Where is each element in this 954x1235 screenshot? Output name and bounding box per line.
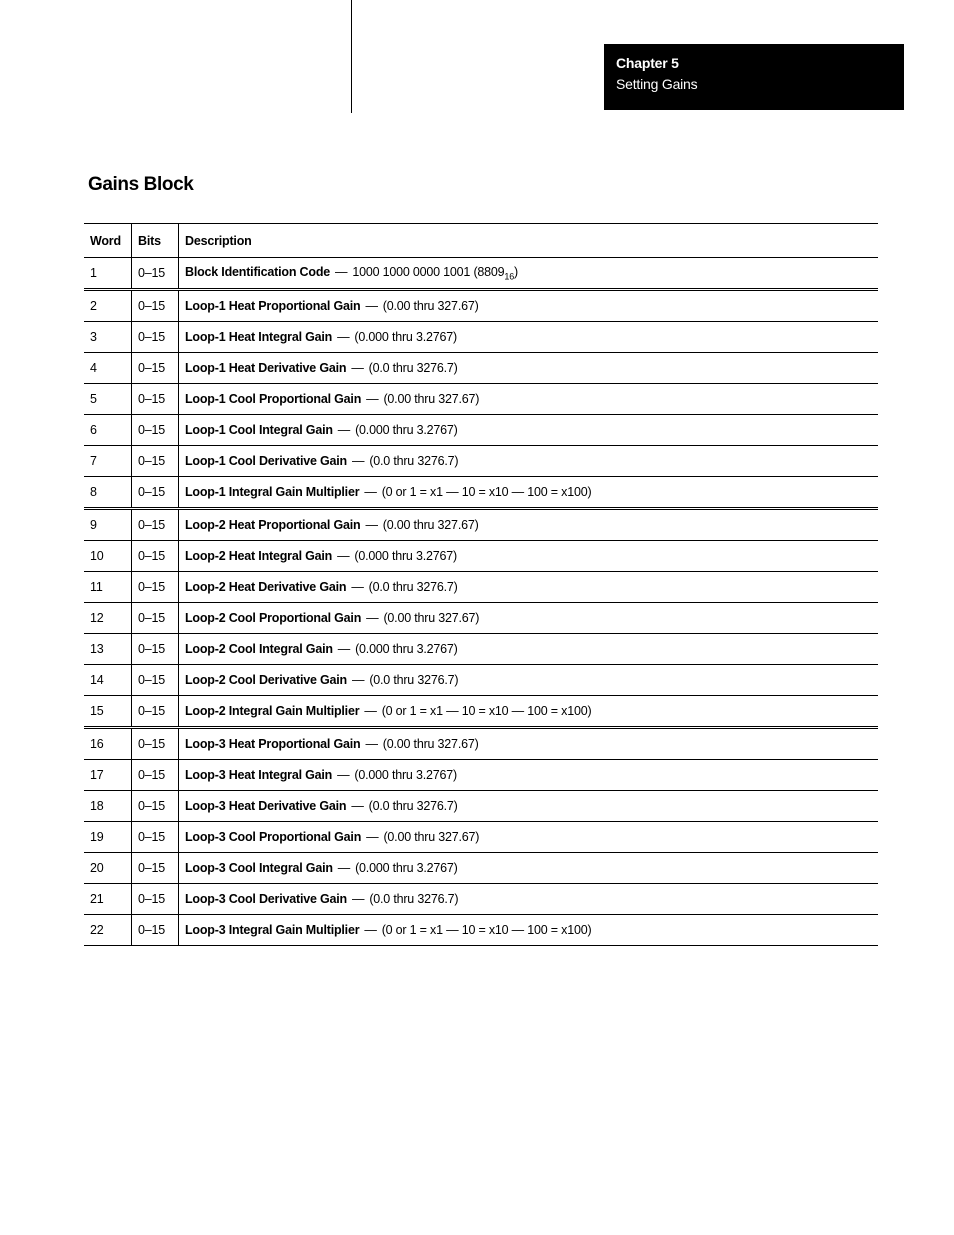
description-cell: [179, 477, 879, 509]
chapter-title: Setting Gains: [616, 76, 698, 92]
word-cell: 22: [84, 915, 132, 946]
bits-cell: 0–15: [132, 665, 179, 696]
separator-dash: —: [352, 454, 365, 468]
description-cell: [179, 446, 879, 477]
column-header-description: Description: [179, 224, 879, 258]
word-cell: 20: [84, 853, 132, 884]
gains-block-table: [84, 223, 878, 946]
field-range: (0.00 thru 327.67): [383, 611, 480, 625]
separator-dash: —: [365, 518, 378, 532]
description-cell: [179, 384, 879, 415]
description-cell: [179, 258, 879, 290]
word-cell: 4: [84, 353, 132, 384]
table-body: [84, 258, 878, 946]
field-range: (0.0 thru 3276.7): [368, 580, 458, 594]
field-range: (0.000 thru 3.2767): [355, 861, 458, 875]
word-cell: 16: [84, 728, 132, 760]
word-cell: 13: [84, 634, 132, 665]
bits-cell: 0–15: [132, 353, 179, 384]
column-header-bits: Bits: [132, 224, 179, 258]
bits-cell: 0–15: [132, 884, 179, 915]
field-name: Loop-2 Heat Integral Gain: [185, 549, 333, 563]
field-range: (0.000 thru 3.2767): [354, 768, 457, 782]
description-cell: [179, 541, 879, 572]
word-cell: 18: [84, 791, 132, 822]
table-header-row: [84, 224, 878, 258]
table-row: [84, 696, 878, 728]
field-name: Loop-2 Integral Gain Multiplier: [185, 704, 360, 718]
description-cell: [179, 915, 879, 946]
table-row: [84, 884, 878, 915]
field-name: Loop-1 Heat Derivative Gain: [185, 361, 347, 375]
separator-dash: —: [366, 830, 379, 844]
description-cell: [179, 322, 879, 353]
separator-dash: —: [337, 861, 351, 875]
bits-cell: 0–15: [132, 509, 179, 541]
table-row: [84, 915, 878, 946]
field-range: (0.000 thru 3.2767): [354, 549, 457, 563]
field-name: Loop-1 Heat Proportional Gain: [185, 299, 361, 313]
bits-cell: 0–15: [132, 603, 179, 634]
word-cell: 8: [84, 477, 132, 509]
separator-dash: —: [351, 580, 364, 594]
field-name: Loop-3 Cool Proportional Gain: [185, 830, 362, 844]
bits-cell: 0–15: [132, 446, 179, 477]
field-range: (0.00 thru 327.67): [383, 830, 480, 844]
word-cell: 10: [84, 541, 132, 572]
field-name: Loop-2 Heat Derivative Gain: [185, 580, 347, 594]
description-cell: [179, 822, 879, 853]
description-cell: [179, 728, 879, 760]
hex-subscript: 16: [504, 271, 515, 282]
word-cell: 7: [84, 446, 132, 477]
field-range: (0.0 thru 3276.7): [369, 892, 459, 906]
word-cell: 19: [84, 822, 132, 853]
field-range: (0 or 1 = x1 — 10 = x10 — 100 = x100): [381, 923, 592, 937]
table-row: [84, 728, 878, 760]
description-cell: [179, 696, 879, 728]
field-name: Loop-3 Heat Proportional Gain: [185, 737, 361, 751]
bits-cell: 0–15: [132, 541, 179, 572]
table-row: [84, 665, 878, 696]
word-cell: 9: [84, 509, 132, 541]
field-range: (0.00 thru 327.67): [383, 392, 480, 406]
description-cell: [179, 791, 879, 822]
word-cell: 15: [84, 696, 132, 728]
field-name: Loop-3 Cool Derivative Gain: [185, 892, 347, 906]
table-row: [84, 572, 878, 603]
separator-dash: —: [366, 392, 379, 406]
separator-dash: —: [337, 423, 351, 437]
description-cell: [179, 353, 879, 384]
field-range: (0.00 thru 327.67): [382, 737, 479, 751]
description-cell: [179, 853, 879, 884]
description-cell: [179, 572, 879, 603]
table-row: [84, 477, 878, 509]
separator-dash: —: [366, 611, 379, 625]
field-name: Loop-1 Cool Integral Gain: [185, 423, 333, 437]
field-range: (0.0 thru 3276.7): [368, 799, 458, 813]
bits-cell: 0–15: [132, 384, 179, 415]
field-name: Loop-2 Cool Integral Gain: [185, 642, 333, 656]
field-name: Loop-3 Heat Derivative Gain: [185, 799, 347, 813]
bits-cell: 0–15: [132, 696, 179, 728]
section-title: Gains Block: [88, 174, 194, 195]
field-name: Loop-3 Cool Integral Gain: [185, 861, 333, 875]
chapter-header: [604, 44, 904, 110]
separator-dash: —: [337, 330, 350, 344]
separator-dash: —: [335, 264, 348, 279]
bits-cell: 0–15: [132, 853, 179, 884]
bits-cell: 0–15: [132, 822, 179, 853]
field-range: (0 or 1 = x1 — 10 = x10 — 100 = x100): [381, 485, 592, 499]
field-name: Loop-2 Cool Derivative Gain: [185, 673, 347, 687]
word-cell: 11: [84, 572, 132, 603]
field-range: (0 or 1 = x1 — 10 = x10 — 100 = x100): [381, 704, 592, 718]
table-row: [84, 258, 878, 290]
field-name: Loop-2 Cool Proportional Gain: [185, 611, 362, 625]
table-row: [84, 541, 878, 572]
field-name: Loop-1 Integral Gain Multiplier: [185, 485, 360, 499]
field-range: (0.000 thru 3.2767): [354, 330, 457, 344]
field-name: Block Identification Code: [185, 264, 331, 279]
separator-dash: —: [364, 923, 377, 937]
field-name: Loop-3 Integral Gain Multiplier: [185, 923, 360, 937]
bits-cell: 0–15: [132, 728, 179, 760]
chapter-number: Chapter 5: [616, 55, 679, 71]
word-cell: 21: [84, 884, 132, 915]
separator-dash: —: [337, 642, 351, 656]
bits-cell: 0–15: [132, 915, 179, 946]
word-cell: 1: [84, 258, 132, 290]
separator-dash: —: [351, 361, 364, 375]
field-name: Loop-1 Heat Integral Gain: [185, 330, 333, 344]
table-row: [84, 634, 878, 665]
description-cell: [179, 665, 879, 696]
separator-dash: —: [364, 704, 377, 718]
field-name: Loop-3 Heat Integral Gain: [185, 768, 333, 782]
word-cell: 14: [84, 665, 132, 696]
separator-dash: —: [352, 892, 365, 906]
table-row: [84, 822, 878, 853]
range-closing: ): [514, 264, 519, 279]
separator-dash: —: [337, 768, 350, 782]
field-range: (0.000 thru 3.2767): [355, 423, 458, 437]
field-range: (0.0 thru 3276.7): [369, 454, 459, 468]
table-row: [84, 446, 878, 477]
field-name: Loop-2 Heat Proportional Gain: [185, 518, 361, 532]
table-row: [84, 603, 878, 634]
description-cell: [179, 509, 879, 541]
separator-dash: —: [352, 673, 365, 687]
field-range: (0.00 thru 327.67): [382, 299, 479, 313]
table-row: [84, 384, 878, 415]
description-cell: [179, 884, 879, 915]
separator-dash: —: [351, 799, 364, 813]
field-range: (0.00 thru 327.67): [382, 518, 479, 532]
bits-cell: 0–15: [132, 760, 179, 791]
word-cell: 3: [84, 322, 132, 353]
bits-cell: 0–15: [132, 322, 179, 353]
field-name: Loop-1 Cool Proportional Gain: [185, 392, 362, 406]
table-row: [84, 760, 878, 791]
field-range: (0.0 thru 3276.7): [369, 673, 459, 687]
word-cell: 5: [84, 384, 132, 415]
table-row: [84, 322, 878, 353]
column-header-word: Word: [84, 224, 132, 258]
field-name: Loop-1 Cool Derivative Gain: [185, 454, 347, 468]
table-row: [84, 509, 878, 541]
separator-dash: —: [337, 549, 350, 563]
table-row: [84, 853, 878, 884]
bits-cell: 0–15: [132, 634, 179, 665]
field-range: 1000 1000 0000 1001 (8809: [352, 264, 505, 279]
separator-dash: —: [365, 737, 378, 751]
page-divider-line: [351, 0, 352, 113]
bits-cell: 0–15: [132, 572, 179, 603]
description-cell: [179, 415, 879, 446]
field-range: (0.0 thru 3276.7): [368, 361, 458, 375]
separator-dash: —: [364, 485, 377, 499]
description-cell: [179, 760, 879, 791]
word-cell: 17: [84, 760, 132, 791]
description-cell: [179, 290, 879, 322]
bits-cell: 0–15: [132, 258, 179, 290]
bits-cell: 0–15: [132, 415, 179, 446]
description-cell: [179, 603, 879, 634]
table-header: [84, 224, 878, 258]
separator-dash: —: [365, 299, 378, 313]
word-cell: 6: [84, 415, 132, 446]
word-cell: 12: [84, 603, 132, 634]
table-row: [84, 353, 878, 384]
bits-cell: 0–15: [132, 290, 179, 322]
table-row: [84, 415, 878, 446]
bits-cell: 0–15: [132, 791, 179, 822]
bits-cell: 0–15: [132, 477, 179, 509]
word-cell: 2: [84, 290, 132, 322]
table-row: [84, 290, 878, 322]
table-row: [84, 791, 878, 822]
field-range: (0.000 thru 3.2767): [355, 642, 458, 656]
description-cell: [179, 634, 879, 665]
